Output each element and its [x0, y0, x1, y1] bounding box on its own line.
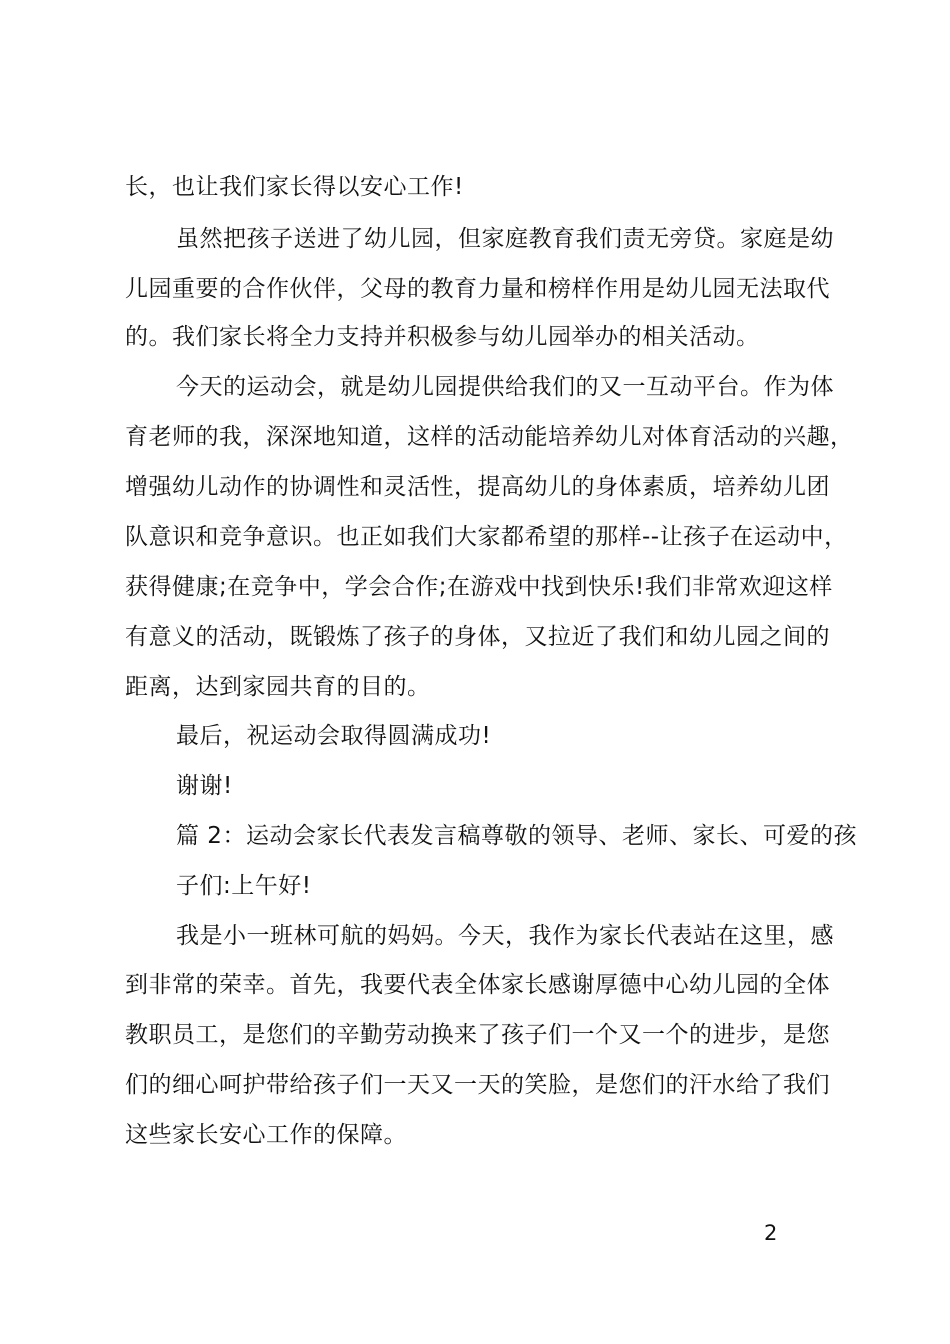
text-line-11: 距离，达到家园共育的目的。 [125, 674, 431, 700]
text-line-17: 到非常的荣幸。首先，我要代表全体家长感谢厚德中心幼儿园的全体 [125, 972, 830, 998]
text-line-18: 教职员工，是您们的辛勤劳动换来了孩子们一个又一个的进步，是您 [125, 1022, 830, 1048]
text-line-20: 这些家长安心工作的保障。 [125, 1122, 407, 1148]
text-line-2: 虽然把孩子送进了幼儿园，但家庭教育我们责无旁贷。家庭是幼 [176, 226, 834, 252]
text-line-14: 篇 2：运动会家长代表发言稿尊敬的领导、老师、家长、可爱的孩 [176, 823, 857, 849]
text-line-19: 们的细心呵护带给孩子们一天又一天的笑脸，是您们的汗水给了我们 [125, 1072, 830, 1098]
text-line-8: 队意识和竞争意识。也正如我们大家都希望的那样--让孩子在运动中， [125, 524, 848, 550]
text-line-6: 育老师的我，深深地知道，这样的活动能培养幼儿对体育活动的兴趣， [125, 424, 854, 450]
text-line-10: 有意义的活动，既锻炼了孩子的身体，又拉近了我们和幼儿园之间的 [125, 624, 830, 650]
text-line-13: 谢谢! [176, 773, 233, 799]
text-line-3: 儿园重要的合作伙伴，父母的教育力量和榜样作用是幼儿园无法取代 [125, 276, 830, 302]
text-line-1: 长，也让我们家长得以安心工作! [125, 174, 464, 200]
text-line-15: 子们:上午好! [176, 873, 312, 899]
text-line-4: 的。我们家长将全力支持并积极参与幼儿园举办的相关活动。 [125, 324, 760, 350]
text-line-9: 获得健康;在竞争中，学会合作;在游戏中找到快乐!我们非常欢迎这样 [125, 574, 833, 600]
text-line-5: 今天的运动会，就是幼儿园提供给我们的又一互动平台。作为体 [176, 374, 834, 400]
text-line-12: 最后，祝运动会取得圆满成功! [176, 723, 492, 749]
text-line-16: 我是小一班林可航的妈妈。今天，我作为家长代表站在这里，感 [176, 923, 834, 949]
page-number: 2 [764, 1221, 778, 1245]
text-line-7: 增强幼儿动作的协调性和灵活性，提高幼儿的身体素质，培养幼儿团 [125, 474, 830, 500]
